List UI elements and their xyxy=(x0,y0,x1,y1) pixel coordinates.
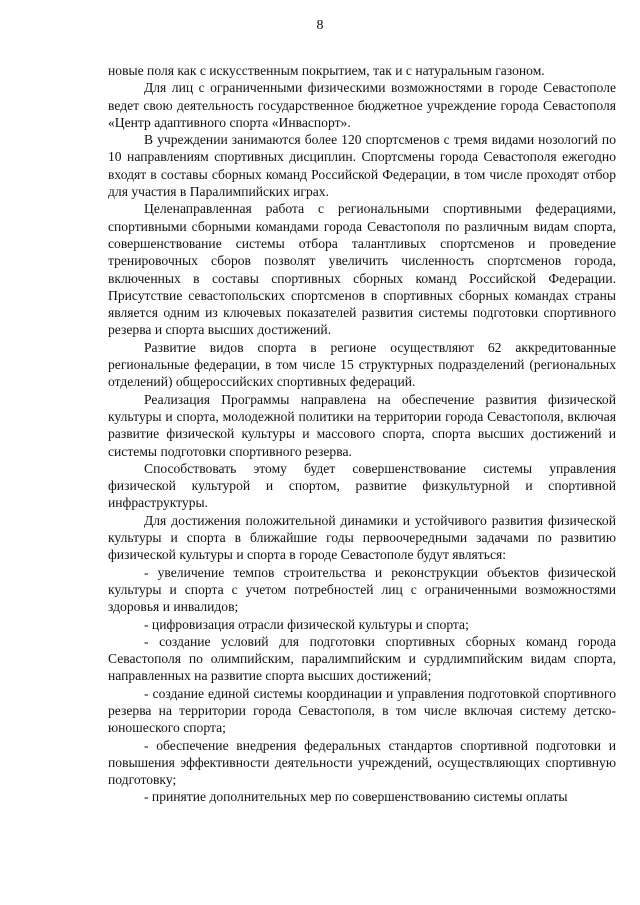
paragraph-continuation: новые поля как с искусственным покрытием, так и с натуральным газоном. xyxy=(108,63,545,78)
paragraph-invasport-center: Для лиц с ограниченными физическими возможностями в городе Севастополе ведет свою деятельность государственное бюджетное учреждение города Севастополя «Центр адаптивного спорта «Инваспорт». xyxy=(108,80,616,130)
document-body xyxy=(108,62,616,806)
list-item-payment-system: - принятие дополнительных мер по совершенствованию системы оплаты xyxy=(144,789,568,805)
paragraph-accredited-federations: Развитие видов спорта в регионе осуществляют 62 аккредитованные региональные федерации, в том числе 15 структурных подразделений (региональных отделений) общероссийских спортивных федераций. xyxy=(108,339,616,390)
paragraph-management-improvement: Способствовать этому будет совершенствование системы управления физической культурой и спортом, развитие физкультурной и спортивной инфраструктуры. xyxy=(108,460,616,511)
list-item-construction: - увеличение темпов строительства и реконструкции объектов физической культуры и спорта с учетом потребностей лиц с ограниченными возможностями здоровья и инвалидов; xyxy=(108,564,616,615)
page-number: 8 xyxy=(316,18,324,33)
list-item-federal-standards: - обеспечение внедрения федеральных стандартов спортивной подготовки и повышения эффективности деятельности учреждений, осуществляющих спортивную подготовку; xyxy=(108,737,616,788)
list-item-reserve-coordination: - создание единой системы координации и управления подготовкой спортивного резерва на территории города Севастополя, в том числе включая систему детско-юношеского спорта; xyxy=(108,685,616,736)
paragraph-athletes-count: В учреждении занимаются более 120 спортсменов с тремя видами нозологий по 10 направлениям спортивных дисциплин. Спортсмены города Севастополя ежегодно входят в составы сборных команд Российской Федерации, в том числе проходят отбор для участия в Паралимпийских играх. xyxy=(108,132,616,200)
list-item-digitalization: - цифровизация отрасли физической культуры и спорта; xyxy=(144,616,469,632)
paragraph-federations-work: Целенаправленная работа с региональными спортивными федерациями, спортивными сборными командами города Севастополя по различным видам спорта, совершенствование системы отбора талантливых спортсменов и проведение тренировочных сборов позволят увеличить численность спортсменов города, включенных в составы спортивных сборных команд Российской Федерации. Присутствие севастопольских спортсменов в спортивных сборных командах страны является одним из ключевых показателей развития системы подготовки спортивного резерва и спорта высших достижений. xyxy=(108,201,616,338)
paragraph-priority-tasks-intro: Для достижения положительной динамики и устойчивого развития физической культуры и спорта в ближайшие годы первоочередными задачами по развитию физической культуры и спорта в городе Севастополе будут являться: xyxy=(108,512,616,563)
list-item-teams-preparation: - создание условий для подготовки спортивных сборных команд города Севастополя по олимпийским, паралимпийским и сурдлимпийским видам спорта, направленных на развитие спорта высших достижений; xyxy=(108,633,616,684)
paragraph-program-implementation: Реализация Программы направлена на обеспечение развития физической культуры и спорта, молодежной политики на территории города Севастополя, включая развитие физической культуры и массового спорта, спорта высших достижений и системы подготовки спортивного резерва. xyxy=(108,391,616,459)
